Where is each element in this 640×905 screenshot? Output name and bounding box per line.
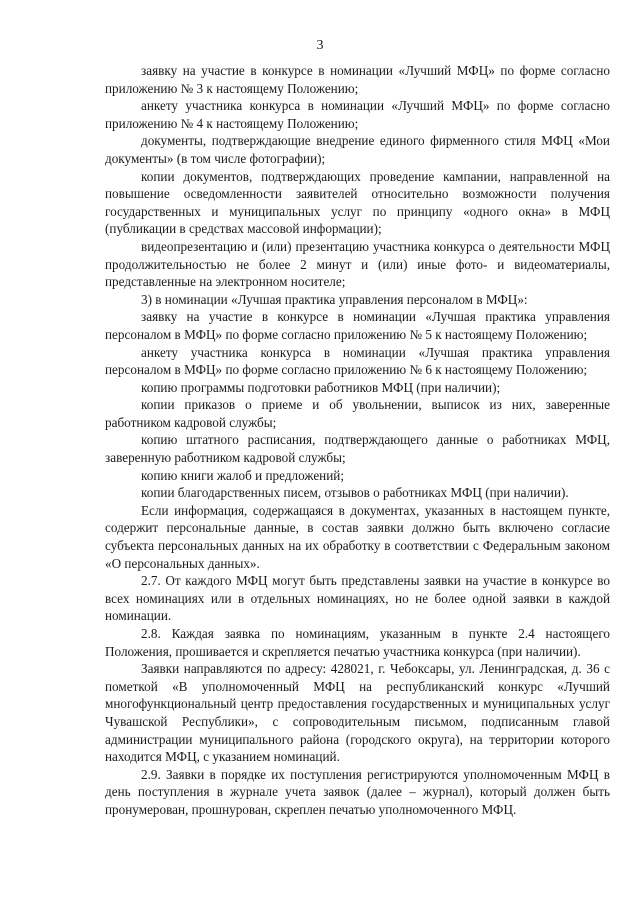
paragraph: документы, подтверждающие внедрение единого фирменного стиля МФЦ «Мои документы» (в том числе фотографии);	[105, 133, 610, 166]
paragraph: копию книги жалоб и предложений;	[141, 467, 345, 483]
paragraph: анкету участника конкурса в номинации «Лучшая практика управления персоналом в МФЦ» по форме согласно приложению № 6 к настоящему Положению;	[105, 344, 610, 378]
paragraph: 3) в номинации «Лучшая практика управления персоналом в МФЦ»:	[141, 291, 528, 307]
paragraph: копию программы подготовки работников МФЦ (при наличии);	[141, 379, 501, 395]
paragraph: копии документов, подтверждающих проведение кампании, направленной на повышение осведомленности заявителей относительно возможности получения государственных и муниципальных услуг по принципу «одного окна» в МФЦ (публикации в средствах массовой информации);	[105, 168, 610, 237]
paragraph: видеопрезентацию и (или) презентацию участника конкурса о деятельности МФЦ продолжительностью не более 2 минут и (или) иные фото- и видеоматериалы, представленные на электронном носителе;	[105, 238, 610, 290]
paragraph: 2.7. От каждого МФЦ могут быть представлены заявки на участие в конкурсе во всех номинациях или в отдельных номинациях, но не более одной заявки в каждой номинации.	[105, 573, 610, 624]
paragraph: заявку на участие в конкурсе в номинации «Лучшая практика управления персоналом в МФЦ» по форме согласно приложению № 5 к настоящему Положению;	[105, 309, 610, 342]
paragraph: копию штатного расписания, подтверждающего данные о работниках МФЦ, заверенную работником кадровой службы;	[105, 432, 610, 466]
paragraph: Если информация, содержащаяся в документах, указанных в настоящем пункте, содержит персональные данные, в состав заявки должно быть включено согласие субъекта персональных данных на их обработку в соответствии с Федеральным законом «О персональных данных».	[105, 502, 610, 571]
paragraph: анкету участника конкурса в номинации «Лучший МФЦ» по форме согласно приложению № 4 к настоящему Положению;	[105, 98, 610, 131]
paragraph: копии благодарственных писем, отзывов о работниках МФЦ (при наличии).	[141, 485, 569, 501]
paragraph: заявку на участие в конкурсе в номинации «Лучший МФЦ» по форме согласно приложению № 3 к настоящему Положению;	[105, 63, 610, 96]
paragraph: 2.8. Каждая заявка по номинациям, указанным в пункте 2.4 настоящего Положения, прошивается и скрепляется печатью участника конкурса (при наличии).	[105, 626, 610, 659]
paragraph: Заявки направляются по адресу: 428021, г. Чебоксары, ул. Ленинградская, д. 36 с пометкой «В уполномоченный МФЦ на республиканский конкурс «Лучший многофункциональный центр предоставления государственных и муниципальных услуг Чувашской Республики», с сопроводительным письмом, подписанным главой администрации муниципального района (городского округа), на территории которого находится МФЦ, с указанием номинаций.	[105, 661, 610, 765]
page-number: 3	[316, 38, 324, 53]
document-body	[105, 62, 610, 819]
paragraph: 2.9. Заявки в порядке их поступления регистрируются уполномоченным МФЦ в день поступления в журнале учета заявок (далее – журнал), который должен быть пронумерован, прошнурован, скреплен печатью уполномоченного МФЦ.	[105, 766, 610, 817]
paragraph: копии приказов о приеме и об увольнении, выписок из них, заверенные работником кадровой службы;	[105, 397, 610, 430]
